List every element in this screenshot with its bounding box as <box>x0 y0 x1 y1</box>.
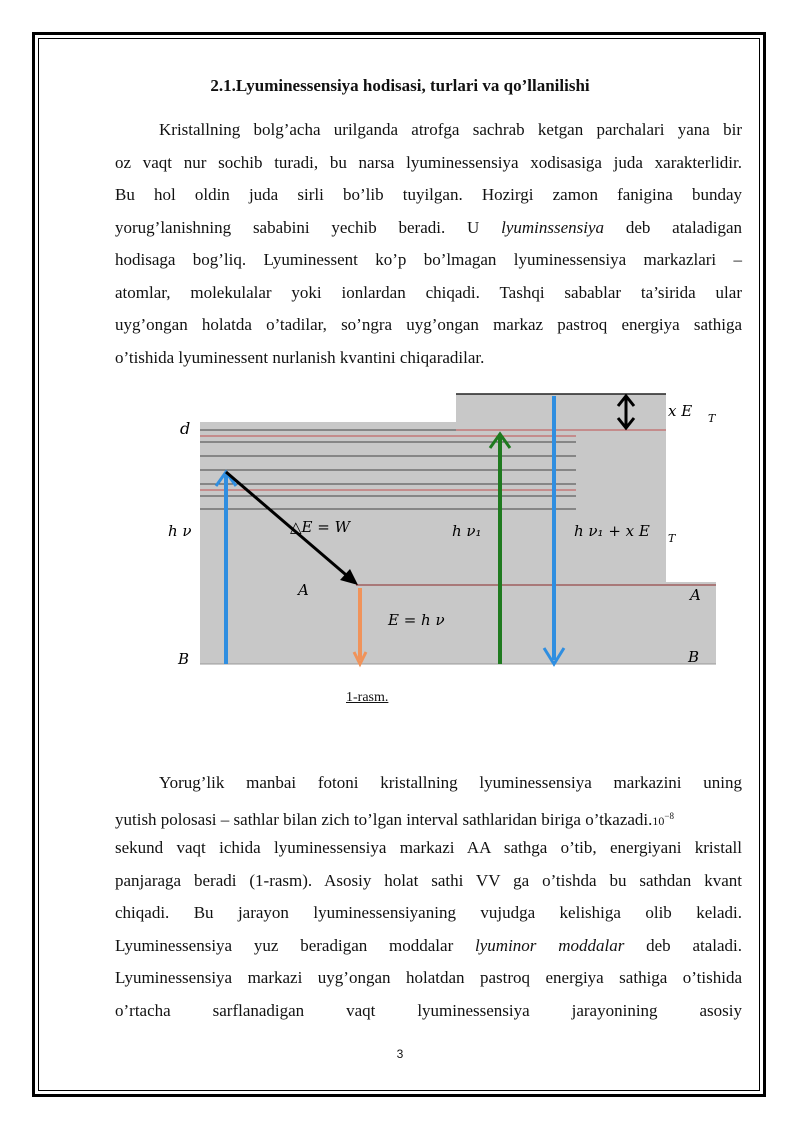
text-line: hodisaga bog’liq. Lyuminessent ko’p bo’lmagan lyuminessensiya markazlari – <box>115 250 742 269</box>
paragraph-2 <box>115 767 742 1027</box>
power-exponent: −8 <box>664 810 674 821</box>
label-h-nu: h ν <box>168 522 192 540</box>
text-line <box>115 800 742 833</box>
text-line: chiqadi. Bu jarayon lyuminessensiyaning vujudga kelishiga olib keladi. <box>115 903 742 922</box>
text-segment: deb ataladigan <box>625 217 743 237</box>
text-line: panjaraga beradi (1-rasm). Asosiy holat sathi VV ga o’tishda bu sathdan kvant <box>115 870 742 890</box>
label-a-right: A <box>690 586 701 604</box>
page-number: 3 <box>396 1047 404 1061</box>
text-line: Bu hol oldin juda sirli bo’lib tuyilgan. Hozirgi zamon fanigina bunday <box>115 185 742 204</box>
label-b-right: B <box>688 648 700 666</box>
text-line: sekund vaqt ichida lyuminessensiya markazi AA sathga o’tib, energiyani kristall <box>115 838 742 857</box>
text-line: oz vaqt nur sochib turadi, bu narsa lyuminessensiya xodisasiga juda xarakterlidir. <box>115 152 742 172</box>
energy-level-diagram <box>160 382 730 672</box>
text-line <box>115 212 742 245</box>
text-line: uyg’ongan holatda o’tadilar, so’ngra uyg’ongan markaz pastroq energiya sathiga <box>115 315 742 334</box>
power-base: 10 <box>652 813 665 828</box>
text-line: o’rtacha sarflanadigan vaqt lyuminessensiya jarayonining asosiy <box>115 1000 742 1020</box>
label-delta-e: △E = W <box>290 518 351 536</box>
label-b-left: B <box>178 650 190 668</box>
label-t-sub-top: T <box>708 412 716 425</box>
label-a-left: A <box>298 581 309 599</box>
italic-term: lyuminor moddalar <box>475 935 625 955</box>
paragraph-1 <box>115 114 742 374</box>
label-d: d <box>180 419 191 438</box>
label-t-sub: T <box>668 532 676 545</box>
label-e-hnu: E = h ν <box>388 611 445 629</box>
text-line: Lyuminessensiya markazi uyg’ongan holatdan pastroq energiya sathiga o’tishida <box>115 968 742 987</box>
figure-caption: 1-rasm. <box>346 690 389 705</box>
text-line <box>115 930 742 963</box>
text-segment: yutish polosasi – sathlar bilan zich to’lgan interval sathlaridan biriga o’tkazadi. <box>115 809 653 829</box>
italic-term: lyuminssensiya <box>501 217 605 237</box>
text-segment: deb ataladi. <box>646 935 743 955</box>
text-line: atomlar, molekulalar yoki ionlardan chiqadi. Tashqi sabablar ta’sirida ular <box>115 282 742 302</box>
text-segment: Lyuminessensiya yuz beradigan moddalar <box>115 935 454 955</box>
text-line: Kristallning bolg’acha urilganda atrofga sachrab ketgan parchalari yana bir <box>159 120 742 139</box>
label-h-nu1-xet: h ν₁ + x E <box>574 522 650 540</box>
label-h-nu1: h ν₁ <box>452 522 482 540</box>
section-title: 2.1.Lyuminessensiya hodisasi, turlari va qo’llanilishi <box>210 76 590 95</box>
text-line: Yorug’lik manbai fotoni kristallning lyuminessensiya markazini uning <box>159 773 742 792</box>
text-line: o’tishida lyuminessent nurlanish kvantini chiqaradilar. <box>115 347 485 367</box>
label-x-et: x E <box>668 402 693 420</box>
text-segment: yorug’lanishning sababini yechib beradi. U <box>115 217 480 237</box>
